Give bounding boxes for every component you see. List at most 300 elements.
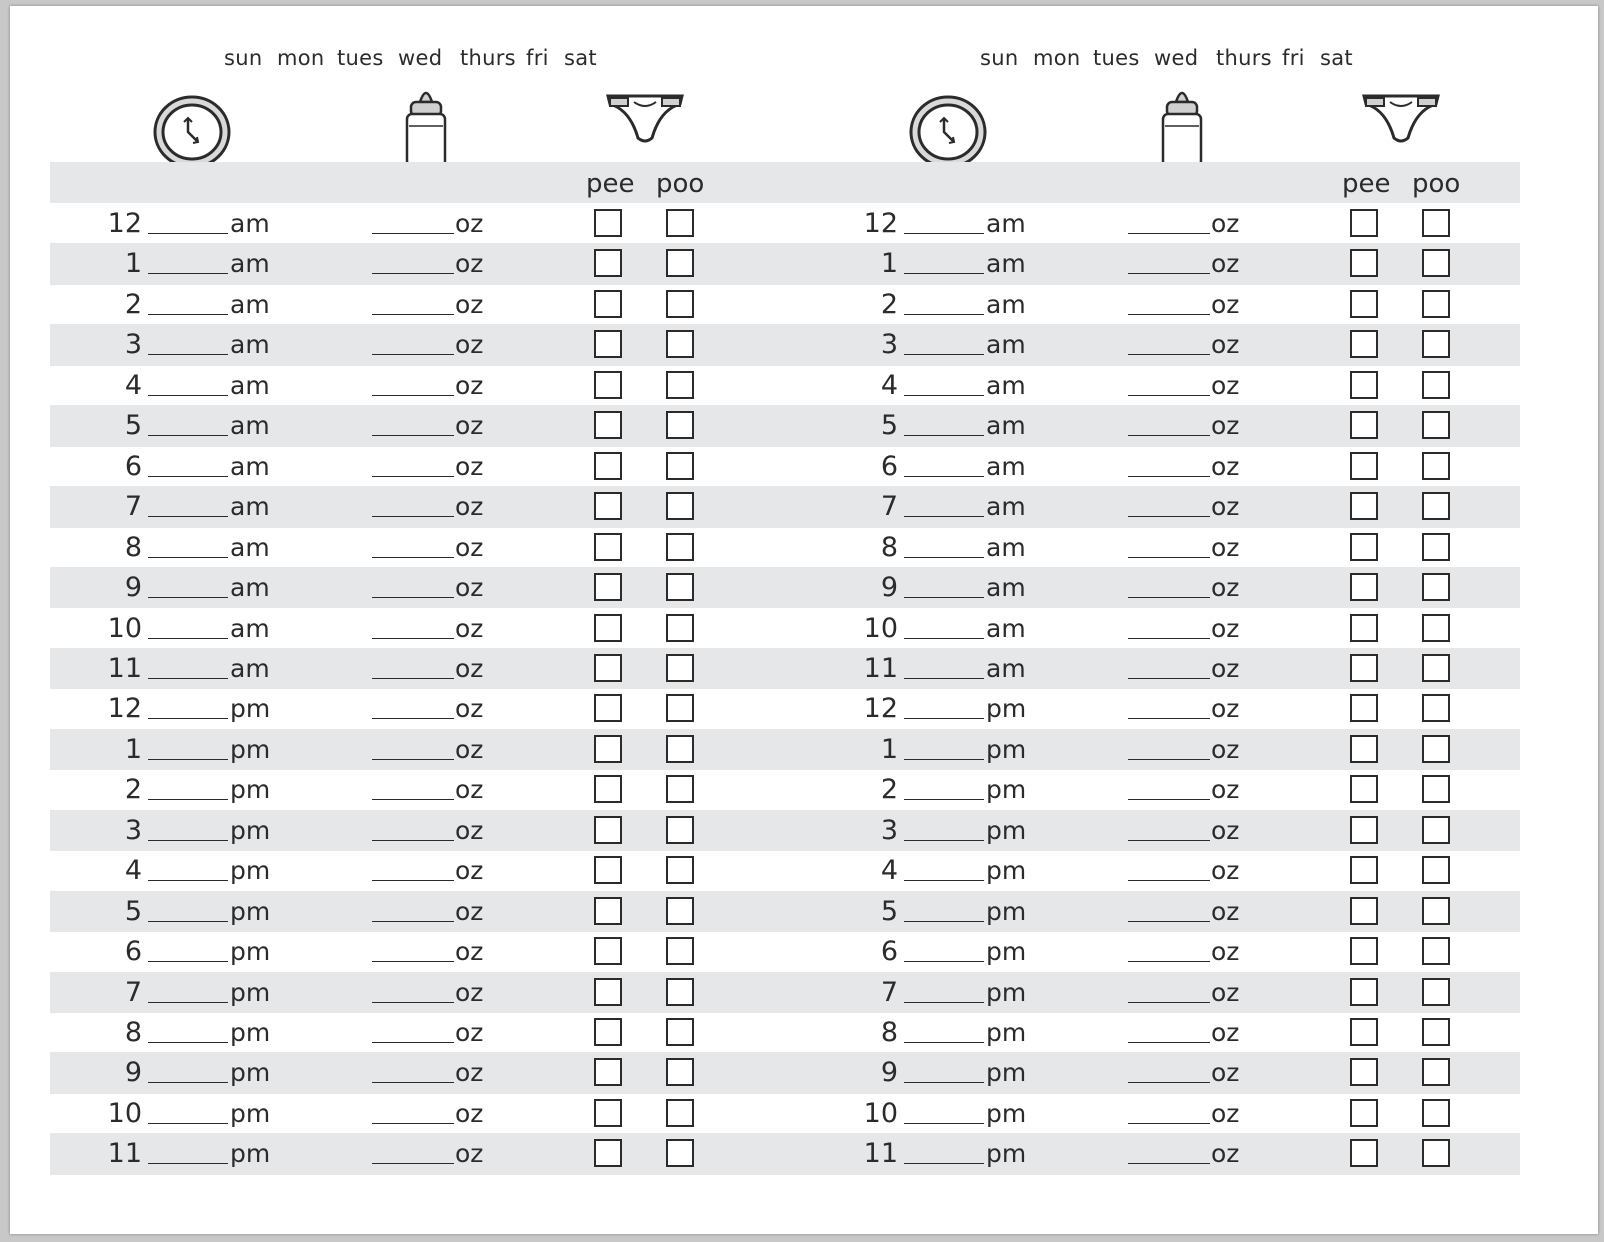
hour-label: 7 (880, 491, 898, 523)
time-blank[interactable] (148, 1082, 228, 1083)
time-blank[interactable] (148, 395, 228, 396)
poo-checkbox[interactable] (666, 1099, 694, 1127)
poo-checkbox[interactable] (1422, 978, 1450, 1006)
period-label: am (986, 330, 1026, 360)
pee-checkbox[interactable] (1350, 452, 1378, 480)
period-label: pm (230, 977, 271, 1007)
poo-checkbox[interactable] (1422, 411, 1450, 439)
poo-checkbox[interactable] (666, 735, 694, 763)
period-label: pm (986, 937, 1027, 967)
weekday-tues[interactable]: tues (1093, 46, 1140, 70)
log-row (50, 891, 805, 932)
pee-checkbox[interactable] (594, 735, 622, 763)
weekday-mon[interactable]: mon (277, 46, 325, 70)
time-blank[interactable] (148, 476, 228, 477)
hour-label: 8 (880, 531, 898, 563)
poo-checkbox[interactable] (666, 978, 694, 1006)
log-row (805, 203, 1520, 244)
ounces-blank[interactable] (1128, 435, 1210, 436)
poo-checkbox[interactable] (1422, 1139, 1450, 1167)
poo-header: poo (656, 169, 705, 199)
hour-label: 1 (880, 248, 898, 280)
ounces-blank[interactable] (1128, 961, 1210, 962)
log-row (805, 405, 1520, 446)
time-blank[interactable] (148, 1163, 228, 1164)
log-row (805, 729, 1520, 770)
pee-checkbox[interactable] (594, 411, 622, 439)
ounces-unit: oz (455, 1018, 484, 1047)
ounces-blank[interactable] (1128, 880, 1210, 881)
log-row (50, 688, 805, 729)
period-label: am (986, 209, 1026, 238)
poo-checkbox[interactable] (1422, 573, 1450, 601)
time-blank[interactable] (904, 880, 984, 881)
log-row (50, 648, 805, 689)
poo-checkbox[interactable] (1422, 452, 1450, 480)
log-row (50, 931, 805, 972)
time-blank[interactable] (904, 273, 984, 274)
time-blank[interactable] (904, 921, 984, 922)
hour-label: 12 (863, 693, 898, 725)
ounces-blank[interactable] (1128, 1002, 1210, 1003)
log-row (805, 972, 1520, 1013)
ounces-blank[interactable] (1128, 1163, 1210, 1164)
hour-label: 12 (107, 208, 142, 239)
poo-checkbox[interactable] (1422, 290, 1450, 318)
period-label: am (986, 532, 1026, 562)
pee-checkbox[interactable] (594, 897, 622, 925)
time-blank[interactable] (148, 354, 228, 355)
poo-checkbox[interactable] (666, 492, 694, 520)
ounces-unit: oz (1211, 451, 1240, 481)
poo-checkbox[interactable] (666, 856, 694, 884)
ounces-blank[interactable] (372, 1002, 454, 1003)
ounces-blank[interactable] (1128, 1123, 1210, 1124)
hour-label: 1 (880, 733, 898, 765)
time-blank[interactable] (148, 638, 228, 639)
time-blank[interactable] (148, 1042, 228, 1043)
poo-checkbox[interactable] (666, 533, 694, 561)
time-blank[interactable] (904, 516, 984, 517)
poo-checkbox[interactable] (1422, 856, 1450, 884)
ounces-blank[interactable] (372, 597, 454, 598)
poo-checkbox[interactable] (666, 816, 694, 844)
poo-checkbox[interactable] (666, 614, 694, 642)
ounces-blank[interactable] (372, 314, 454, 315)
hour-label: 10 (863, 1097, 898, 1129)
ounces-blank[interactable] (372, 354, 454, 355)
ounces-blank[interactable] (372, 961, 454, 962)
time-blank[interactable] (904, 395, 984, 396)
log-row (50, 486, 805, 527)
ounces-blank[interactable] (1128, 678, 1210, 679)
time-blank[interactable] (148, 597, 228, 598)
pee-checkbox[interactable] (1350, 654, 1378, 682)
pee-checkbox[interactable] (1350, 209, 1378, 237)
hour-label: 8 (124, 1017, 142, 1048)
tracker-sheet (10, 6, 1598, 1234)
poo-checkbox[interactable] (666, 775, 694, 803)
log-row (50, 405, 805, 446)
poo-checkbox[interactable] (1422, 1099, 1450, 1127)
log-row (805, 891, 1520, 932)
log-row (805, 243, 1520, 284)
weekday-sun[interactable]: sun (980, 46, 1019, 70)
pee-checkbox[interactable] (594, 1099, 622, 1127)
time-blank[interactable] (148, 840, 228, 841)
weekday-tues[interactable]: tues (337, 46, 384, 70)
pee-checkbox[interactable] (594, 1139, 622, 1167)
poo-checkbox[interactable] (666, 452, 694, 480)
ounces-unit: oz (1211, 896, 1240, 926)
pee-checkbox[interactable] (1350, 371, 1378, 399)
poo-checkbox[interactable] (1422, 249, 1450, 277)
pee-checkbox[interactable] (1350, 330, 1378, 358)
ounces-blank[interactable] (372, 395, 454, 396)
poo-checkbox[interactable] (666, 1058, 694, 1086)
poo-checkbox[interactable] (1422, 492, 1450, 520)
ounces-blank[interactable] (1128, 840, 1210, 841)
ounces-unit: oz (1211, 937, 1240, 967)
ounces-blank[interactable] (372, 273, 454, 274)
hour-label: 11 (863, 1138, 898, 1170)
time-blank[interactable] (148, 314, 228, 315)
ounces-blank[interactable] (1128, 273, 1210, 274)
time-blank[interactable] (148, 961, 228, 962)
time-blank[interactable] (904, 678, 984, 679)
ounces-unit: oz (1211, 977, 1240, 1007)
diaper-icon (604, 90, 686, 150)
period-label: am (230, 613, 270, 643)
ounces-blank[interactable] (1128, 718, 1210, 719)
poo-checkbox[interactable] (1422, 654, 1450, 682)
pee-checkbox[interactable] (594, 978, 622, 1006)
ounces-blank[interactable] (372, 557, 454, 558)
hour-label: 3 (880, 329, 898, 361)
hour-label: 8 (124, 531, 142, 563)
poo-checkbox[interactable] (666, 1139, 694, 1167)
log-row (50, 729, 805, 770)
poo-checkbox[interactable] (666, 330, 694, 358)
ounces-unit: oz (455, 411, 484, 441)
time-blank[interactable] (904, 233, 984, 234)
hour-label: 3 (880, 814, 898, 846)
time-blank[interactable] (904, 1123, 984, 1124)
time-blank[interactable] (904, 314, 984, 315)
weekday-wed[interactable]: wed (398, 46, 443, 70)
ounces-unit: oz (455, 937, 484, 967)
time-blank[interactable] (148, 1123, 228, 1124)
ounces-blank[interactable] (372, 718, 454, 719)
pee-checkbox[interactable] (1350, 411, 1378, 439)
poo-checkbox[interactable] (1422, 1058, 1450, 1086)
ounces-unit: oz (455, 1098, 484, 1128)
period-label: pm (986, 694, 1027, 724)
log-row (50, 324, 805, 365)
pee-checkbox[interactable] (1350, 897, 1378, 925)
weekday-sat[interactable]: sat (1320, 46, 1353, 70)
pee-checkbox[interactable] (1350, 614, 1378, 642)
period-label: pm (986, 856, 1027, 886)
period-label: pm (986, 815, 1027, 845)
ounces-blank[interactable] (372, 233, 454, 234)
time-blank[interactable] (904, 961, 984, 962)
ounces-blank[interactable] (1128, 597, 1210, 598)
poo-checkbox[interactable] (1422, 371, 1450, 399)
ounces-unit: oz (455, 532, 484, 562)
pee-checkbox[interactable] (1350, 533, 1378, 561)
pee-checkbox[interactable] (594, 573, 622, 601)
time-blank[interactable] (904, 840, 984, 841)
poo-checkbox[interactable] (1422, 614, 1450, 642)
weekday-fri[interactable]: fri (1282, 46, 1305, 70)
period-label: am (986, 573, 1026, 603)
pee-checkbox[interactable] (1350, 1058, 1378, 1086)
ounces-blank[interactable] (372, 880, 454, 881)
pee-checkbox[interactable] (1350, 694, 1378, 722)
pee-checkbox[interactable] (594, 452, 622, 480)
pee-checkbox[interactable] (594, 775, 622, 803)
poo-checkbox[interactable] (666, 371, 694, 399)
hour-label: 9 (124, 572, 142, 604)
log-row (805, 1012, 1520, 1053)
ounces-blank[interactable] (1128, 395, 1210, 396)
ounces-unit: oz (455, 249, 484, 279)
ounces-blank[interactable] (372, 476, 454, 477)
weekday-thurs[interactable]: thurs (1216, 46, 1272, 70)
pee-checkbox[interactable] (1350, 775, 1378, 803)
time-blank[interactable] (148, 799, 228, 800)
period-label: am (230, 411, 270, 441)
time-blank[interactable] (904, 718, 984, 719)
period-label: am (986, 289, 1026, 319)
ounces-blank[interactable] (1128, 314, 1210, 315)
log-row (50, 972, 805, 1013)
time-blank[interactable] (904, 597, 984, 598)
pee-checkbox[interactable] (1350, 1139, 1378, 1167)
pee-checkbox[interactable] (1350, 1099, 1378, 1127)
pee-checkbox[interactable] (594, 249, 622, 277)
weekday-sun[interactable]: sun (224, 46, 263, 70)
ounces-unit: oz (1211, 411, 1240, 441)
pee-checkbox[interactable] (594, 330, 622, 358)
hour-label: 10 (107, 1097, 142, 1129)
time-blank[interactable] (904, 638, 984, 639)
ounces-blank[interactable] (372, 678, 454, 679)
time-blank[interactable] (904, 1042, 984, 1043)
weekday-mon[interactable]: mon (1033, 46, 1081, 70)
log-row (805, 1093, 1520, 1134)
poo-checkbox[interactable] (1422, 209, 1450, 237)
time-blank[interactable] (904, 1163, 984, 1164)
time-blank[interactable] (904, 1002, 984, 1003)
log-row (805, 648, 1520, 689)
ounces-blank[interactable] (1128, 557, 1210, 558)
time-blank[interactable] (904, 435, 984, 436)
log-row (50, 810, 805, 851)
ounces-blank[interactable] (372, 435, 454, 436)
pee-checkbox[interactable] (1350, 978, 1378, 1006)
time-blank[interactable] (148, 233, 228, 234)
pee-checkbox[interactable] (594, 694, 622, 722)
log-row (50, 850, 805, 891)
weekday-sat[interactable]: sat (564, 46, 597, 70)
log-row (805, 608, 1520, 649)
hour-label: 9 (124, 1057, 142, 1089)
pee-checkbox[interactable] (594, 1018, 622, 1046)
log-row (805, 810, 1520, 851)
ounces-blank[interactable] (1128, 1082, 1210, 1083)
pee-checkbox[interactable] (594, 492, 622, 520)
pee-checkbox[interactable] (594, 290, 622, 318)
ounces-blank[interactable] (1128, 476, 1210, 477)
weekday-wed[interactable]: wed (1154, 46, 1199, 70)
poo-header: poo (1412, 169, 1461, 199)
log-row (805, 527, 1520, 568)
tracker-panel-right (805, 6, 1598, 1234)
poo-checkbox[interactable] (1422, 897, 1450, 925)
log-row (50, 284, 805, 325)
hour-label: 8 (880, 1017, 898, 1048)
time-blank[interactable] (904, 759, 984, 760)
poo-checkbox[interactable] (1422, 1018, 1450, 1046)
log-row (805, 688, 1520, 729)
time-blank[interactable] (904, 1082, 984, 1083)
hour-label: 1 (124, 733, 142, 765)
pee-checkbox[interactable] (594, 816, 622, 844)
pee-checkbox[interactable] (1350, 937, 1378, 965)
poo-checkbox[interactable] (666, 209, 694, 237)
ounces-unit: oz (1211, 613, 1240, 643)
pee-checkbox[interactable] (594, 209, 622, 237)
ounces-unit: oz (1211, 1018, 1240, 1047)
pee-header: pee (586, 169, 635, 199)
hour-label: 9 (880, 572, 898, 604)
ounces-blank[interactable] (372, 638, 454, 639)
time-blank[interactable] (148, 759, 228, 760)
poo-checkbox[interactable] (1422, 735, 1450, 763)
pee-checkbox[interactable] (1350, 1018, 1378, 1046)
pee-checkbox[interactable] (1350, 249, 1378, 277)
time-blank[interactable] (148, 678, 228, 679)
poo-checkbox[interactable] (1422, 816, 1450, 844)
poo-checkbox[interactable] (1422, 330, 1450, 358)
pee-checkbox[interactable] (594, 1058, 622, 1086)
weekday-fri[interactable]: fri (526, 46, 549, 70)
time-blank[interactable] (148, 718, 228, 719)
ounces-blank[interactable] (1128, 1042, 1210, 1043)
log-row (50, 1093, 805, 1134)
ounces-blank[interactable] (1128, 233, 1210, 234)
period-label: am (230, 653, 270, 683)
pee-checkbox[interactable] (1350, 573, 1378, 601)
ounces-blank[interactable] (372, 1082, 454, 1083)
ounces-blank[interactable] (1128, 759, 1210, 760)
time-blank[interactable] (148, 516, 228, 517)
poo-checkbox[interactable] (666, 654, 694, 682)
period-label: pm (986, 896, 1027, 926)
period-label: pm (230, 1139, 271, 1169)
ounces-blank[interactable] (372, 1163, 454, 1164)
poo-checkbox[interactable] (666, 573, 694, 601)
ounces-unit: oz (455, 653, 484, 683)
hour-label: 4 (124, 855, 142, 887)
pee-checkbox[interactable] (1350, 816, 1378, 844)
poo-checkbox[interactable] (666, 897, 694, 925)
hour-label: 6 (880, 450, 898, 482)
period-label: pm (230, 815, 271, 845)
ounces-unit: oz (1211, 653, 1240, 683)
pee-checkbox[interactable] (1350, 735, 1378, 763)
ounces-blank[interactable] (372, 759, 454, 760)
log-row (50, 608, 805, 649)
poo-checkbox[interactable] (666, 1018, 694, 1046)
log-row (50, 203, 805, 244)
time-blank[interactable] (904, 557, 984, 558)
pee-checkbox[interactable] (594, 533, 622, 561)
ounces-blank[interactable] (372, 921, 454, 922)
pee-checkbox[interactable] (1350, 290, 1378, 318)
poo-checkbox[interactable] (1422, 775, 1450, 803)
ounces-blank[interactable] (372, 1123, 454, 1124)
ounces-blank[interactable] (372, 516, 454, 517)
pee-checkbox[interactable] (594, 654, 622, 682)
poo-checkbox[interactable] (666, 249, 694, 277)
ounces-blank[interactable] (1128, 638, 1210, 639)
poo-checkbox[interactable] (666, 411, 694, 439)
poo-checkbox[interactable] (666, 937, 694, 965)
period-label: pm (230, 734, 271, 764)
time-blank[interactable] (148, 557, 228, 558)
hour-label: 7 (124, 976, 142, 1008)
log-row (50, 243, 805, 284)
ounces-unit: oz (1211, 856, 1240, 886)
poo-checkbox[interactable] (1422, 694, 1450, 722)
log-row (50, 527, 805, 568)
pee-checkbox[interactable] (594, 937, 622, 965)
poo-checkbox[interactable] (666, 694, 694, 722)
time-blank[interactable] (148, 921, 228, 922)
poo-checkbox[interactable] (1422, 937, 1450, 965)
pee-checkbox[interactable] (1350, 492, 1378, 520)
ounces-unit: oz (455, 330, 484, 360)
ounces-blank[interactable] (1128, 354, 1210, 355)
ounces-blank[interactable] (1128, 921, 1210, 922)
ounces-unit: oz (1211, 532, 1240, 562)
pee-checkbox[interactable] (594, 371, 622, 399)
pee-checkbox[interactable] (594, 614, 622, 642)
time-blank[interactable] (148, 880, 228, 881)
ounces-blank[interactable] (372, 840, 454, 841)
pee-checkbox[interactable] (594, 856, 622, 884)
ounces-blank[interactable] (372, 799, 454, 800)
weekday-thurs[interactable]: thurs (460, 46, 516, 70)
pee-checkbox[interactable] (1350, 856, 1378, 884)
ounces-blank[interactable] (1128, 799, 1210, 800)
ounces-unit: oz (455, 1139, 484, 1169)
ounces-blank[interactable] (1128, 516, 1210, 517)
time-blank[interactable] (904, 354, 984, 355)
time-blank[interactable] (904, 476, 984, 477)
time-blank[interactable] (904, 799, 984, 800)
ounces-blank[interactable] (372, 1042, 454, 1043)
ounces-unit: oz (1211, 815, 1240, 845)
poo-checkbox[interactable] (1422, 533, 1450, 561)
time-blank[interactable] (148, 435, 228, 436)
time-blank[interactable] (148, 273, 228, 274)
time-blank[interactable] (148, 1002, 228, 1003)
poo-checkbox[interactable] (666, 290, 694, 318)
